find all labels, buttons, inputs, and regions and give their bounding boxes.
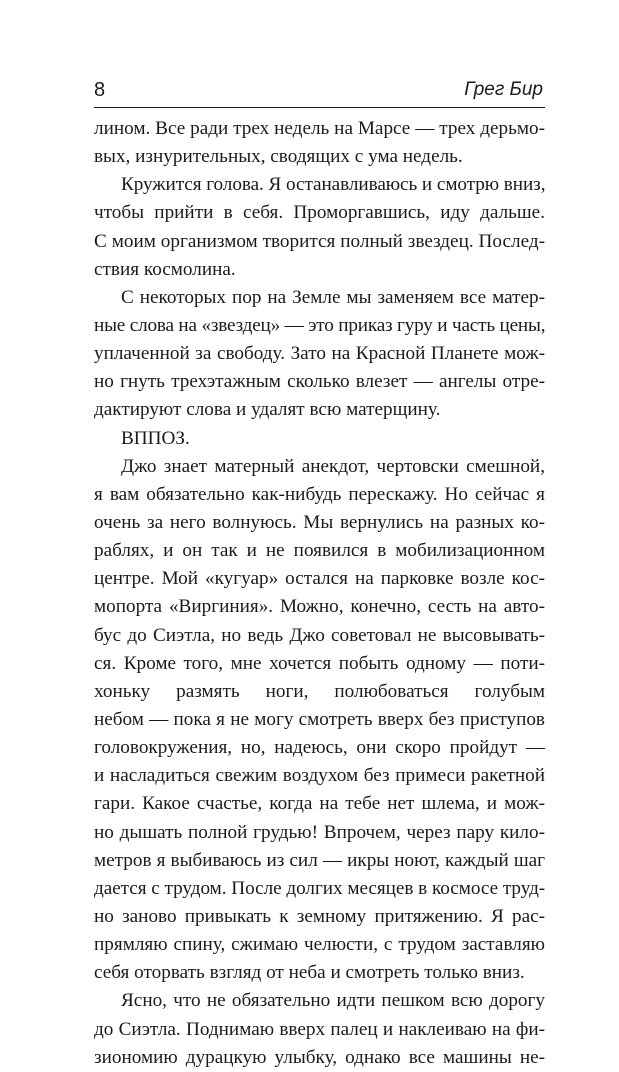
text-line: ВППОЗ.: [121, 427, 190, 449]
text-line: вых, изнурительных, сводящих с ума недель.: [94, 146, 463, 168]
text-line: ся. Кроме того, мне хочется побыть одному — поти-: [94, 652, 545, 674]
text-line: Кружится голова. Я останавливаюсь и смотрю вниз,: [121, 174, 546, 196]
text-line: ствия космолина.: [94, 258, 236, 280]
text-line: гари. Какое счастье, когда на тебе нет шлема, и мож-: [94, 793, 545, 815]
text-line: уплаченной за свободу. Зато на Красной Планете мож-: [94, 343, 545, 365]
running-header: [94, 78, 543, 106]
text-line: хоньку размять ноги, полюбоваться голубым: [94, 680, 545, 702]
text-line: чтобы прийти в себя. Проморгавшись, иду дальше.: [94, 202, 545, 224]
text-line: головокружения, но, надеюсь, они скоро пройдут —: [94, 737, 545, 759]
text-line: но дышать полной грудью! Впрочем, через пару кило-: [94, 821, 545, 843]
text-line: Ясно, что не обязательно идти пешком всю дорогу: [121, 990, 545, 1012]
text-line: С моим организмом творится полный звездец. Послед-: [94, 230, 545, 252]
text-line: метров я выбиваюсь из сил — икры ноют, каждый шаг: [94, 849, 545, 871]
text-line: себя оторвать взгляд от неба и смотреть только вниз.: [94, 962, 525, 984]
text-line: очень за него волнуюсь. Мы вернулись на разных ко-: [94, 511, 545, 533]
text-line: раблях, и он так и не появился в мобилизационном: [94, 540, 545, 562]
text-line: С некоторых пор на Земле мы заменяем все матер-: [121, 286, 545, 308]
text-line: до Сиэтла. Поднимаю вверх палец и наклеиваю на фи-: [94, 1018, 545, 1040]
text-line: ные слова на «звездец» — это приказ гуру и часть цены,: [94, 314, 546, 336]
text-line: прямляю спину, сжимаю челюсти, с трудом заставляю: [94, 934, 545, 956]
body-text: [94, 115, 545, 1072]
text-line: но гнуть трехэтажным сколько влезет — ангелы отре-: [94, 371, 545, 393]
text-line: небом — пока я не могу смотреть вверх без приступов: [94, 708, 545, 730]
text-line: Джо знает матерный анекдот, чертовски смешной,: [121, 455, 545, 477]
text-line: дактируют слова и удалят всю матерщину.: [94, 399, 441, 421]
header-rule: [94, 107, 545, 108]
text-line: центре. Мой «кугуар» остался на парковке возле кос-: [94, 568, 545, 590]
text-line: бус до Сиэтла, но ведь Джо советовал не высовывать-: [94, 624, 545, 646]
text-line: зиономию дурацкую улыбку, однако все машины не-: [94, 1046, 545, 1068]
text-line: и насладиться свежим воздухом без примеси ракетной: [94, 765, 545, 787]
page-number: 8: [94, 79, 106, 101]
text-line: мопорта «Виргиния». Можно, конечно, сесть на авто-: [94, 596, 545, 618]
running-title: Грег Бир: [464, 79, 543, 100]
text-line: лином. Все ради трех недель на Марсе — трех дерьмо-: [94, 118, 545, 139]
text-line: дается с трудом. После долгих месяцев в космосе труд-: [94, 877, 546, 899]
text-line: я вам обязательно как-нибудь перескажу. Но сейчас я: [94, 483, 545, 505]
text-line: но заново привыкать к земному притяжению. Я рас-: [94, 905, 545, 927]
